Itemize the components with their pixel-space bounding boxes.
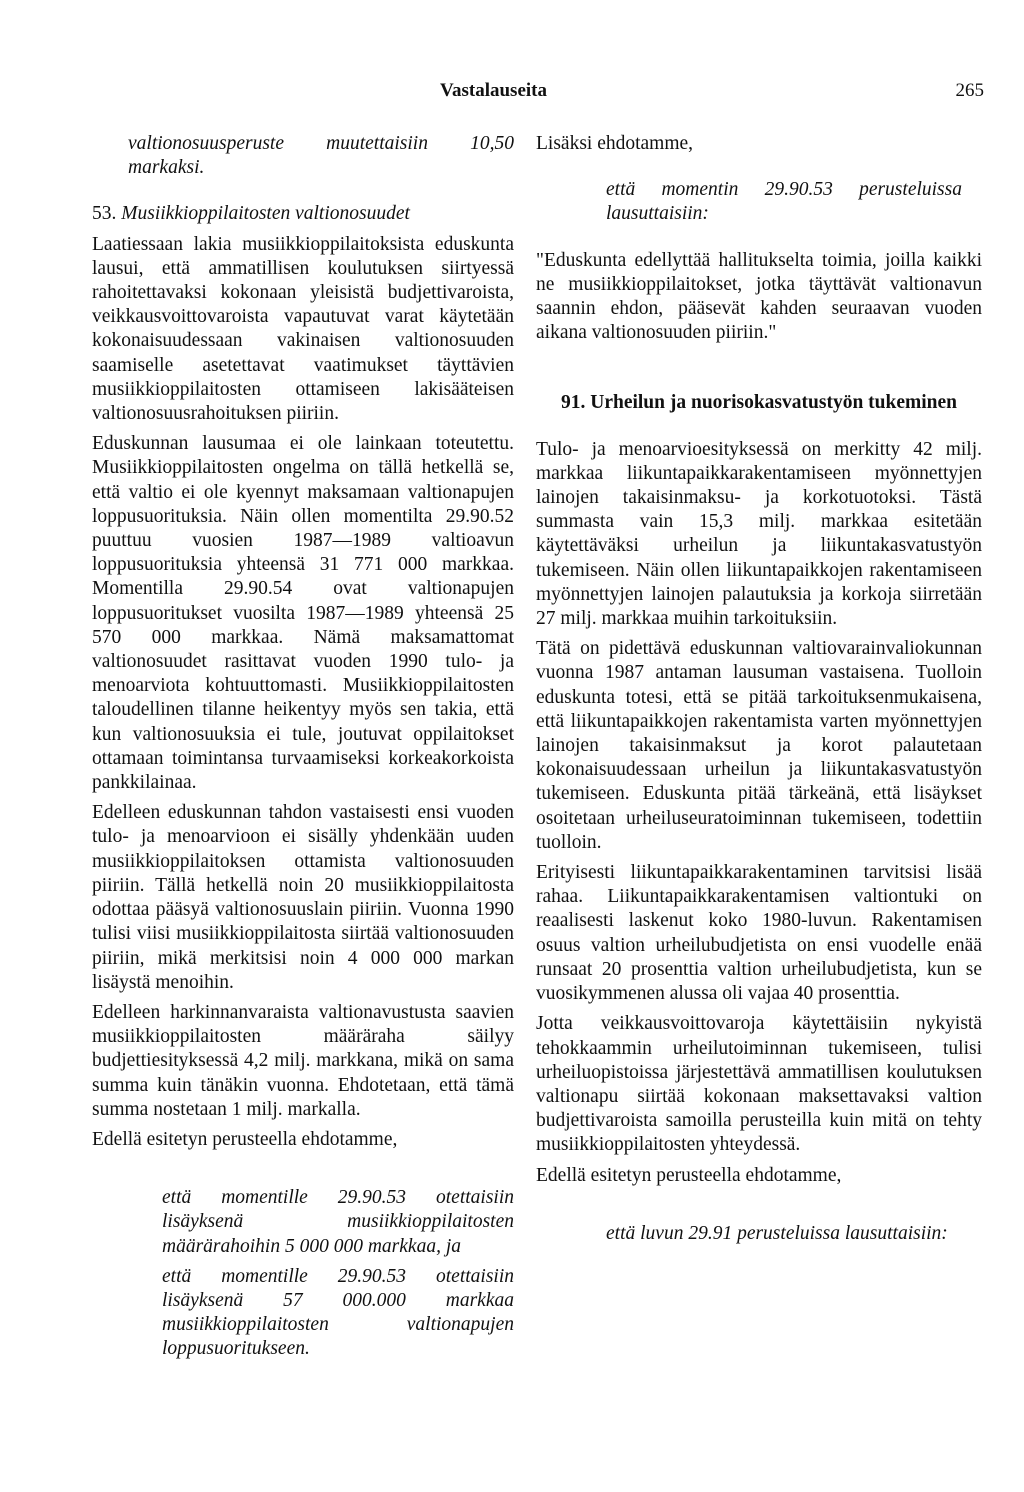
section-heading xyxy=(92,202,514,226)
heading-text: Urheilun ja nuorisokasvatustyön tukeminen xyxy=(590,392,958,414)
right-paragraph-3: Erityisesti liikuntapaikkarakentaminen tarvitsisi lisää rahaa. Liikuntapaikkarakentamisen valtiontuki on reaalisesti laskenut koko 1980-luvun. Rakentamisen osuus valtion urheilubudjetista on ensi vuodelle enää runsaat 20 prosenttia valtion urheilubudjetista, kun se vuosikymmenen alussa oli vajaa 40 prosenttia. xyxy=(536,862,982,1005)
left-column xyxy=(92,132,514,1368)
right-column xyxy=(536,132,982,1252)
left-paragraph-3: Edelleen eduskunnan tahdon vastaisesti ensi vuoden tulo- ja menoarvioon ei sisälly yhdenkään uuden musiikkioppilaitoksen ottamista valtionosuuden piiriin. Tällä hetkellä noin 20 musiikkioppilaitosta odottaa pääsyä valtionosuuslain piiriin. Vuonna 1990 tulisi viisi musiikkioppilaitosta siirtää valtionosuuden piiriin, mikä merkitsisi noin 4 000 000 markan lisäystä menoihin. xyxy=(92,802,514,993)
right-paragraph-1: Tulo- ja menoarvioesityksessä on merkitty 42 milj. markkaa liikuntapaikkarakentamiseen myönnettyjen lainojen takaisinmaksu- ja korkotuotoksi. Tästä summasta vain 15,3 milj. markkaa esitetään käytettäväksi urheilun ja liikuntakasvatustyön tukemiseen. Näin ollen liikuntapaikkojen rakentamiseen myönnettyjen lainojen palautuksia ja korkoja siirretään 27 milj. markkaa muihin tarkoituksiin. xyxy=(536,438,982,630)
section-number: 53. xyxy=(92,203,117,225)
right-paragraph-2: Tätä on pidettävä eduskunnan valtiovarainvaliokunnan vuonna 1987 antaman lausuman vastaisena. Tuolloin eduskunta totesi, että se pitää tarkoituksenmukaisena, että liikuntapaikkojen rakentamista varten myönnettyjen lainojen takaisinmaksut ja korot palautetaan kokonaisuudessaan urheilun ja liikuntakasvatustyön tukemiseen. Eduskunta pitää tärkeänä, että lisäykset osoitetaan urheiluseuratoiminnan tukemiseen, todettiin tuolloin. xyxy=(536,638,982,853)
left-paragraph-2: Eduskunnan lausumaa ei ole lainkaan toteutettu. Musiikkioppilaitosten ongelma on tällä hetkellä se, että valtio ei ole kyennyt maksamaan valtionapujen loppusuorituksia. Näin ollen momentilta 29.90.52 puuttuu vuosien 1987—1989 valtioavun loppusuorituksia yhteensä 31 771 000 markkaa. Momentilla 29.90.54 ovat valtionapujen loppusuoritukset vuosilta 1987—1989 yhteensä 25 570 000 markkaa. Nämä maksamattomat valtionosuudet rasittavat vuoden 1990 tulo- ja menoarviota kohtuuttomasti. Musiikkioppilaitosten taloudellinen tilanne heikentyy myös sen takia, että kun valtionosuuksia ei tule, joutuvat oppilaitokset ottamaan toimintansa turvaamiseksi korkeakorkoista pankkilainaa. xyxy=(92,433,514,794)
left-paragraph-1: Laatiessaan lakia musiikkioppilaitoksista eduskunta lausui, että ammatillisen koulutuksen siirtyessä rahoitettavaksi kokonaan yleisistä budjettivaroista, veikkausvoittovaroista vapautuvat varat käytetään kokonaisuudessaan vakinaisen valtionosuuden saamiselle asetettavat vaatimukset täyttävien musiikkioppilaitosten ottamiseen lakisääteisen valtionosuusrahoituksen piiriin. xyxy=(92,233,514,425)
section-title: Musiikkioppilaitosten valtionosuudet xyxy=(121,203,410,225)
left-proposal-1: että momentille 29.90.53 otettaisiin lisäyksenä musiikkioppilaitosten määrärahoihin 5 000 000 markkaa, ja xyxy=(162,1187,514,1257)
right-paragraph-4: Jotta veikkausvoittovaroja käytettäisiin nykyistä tehokkaammin urheilutoiminnan tukemiseen, tulisi urheiluopistoissa järjestettävä ammatillisen koulutuksen valtionapu siirtää kokonaan maksettavaksi valtion budjettivaroista samoilla perusteilla kuin mitä on tehty musiikkioppilaitosten yhteydessä. xyxy=(536,1013,982,1156)
right-quote: "Eduskunta edellyttää hallitukselta toimia, joilla kaikki ne musiikkioppilaitokset, jotka täyttävät valtionavun saannin ehdon, pääsevät kahden seuraavan vuoden aikana valtionosuuden piiriin." xyxy=(536,249,982,344)
left-paragraph-4: Edelleen harkinnanvaraista valtionavustusta saavien musiikkioppilaitosten määräraha säilyy budjettiesityksessä 4,2 milj. markkana, mikä on sama summa kuin tänäkin vuonna. Ehdotetaan, että tämä summa nostetaan 1 milj. markalla. xyxy=(92,1001,514,1120)
right-proposal-0: että momentin 29.90.53 perusteluissa lausuttaisiin: xyxy=(606,179,962,225)
right-proposal-final: että luvun 29.91 perusteluissa lausuttaisiin: xyxy=(606,1222,948,1244)
section-heading-91 xyxy=(536,391,982,415)
page-number: 265 xyxy=(955,80,984,101)
right-paragraph-5: Edellä esitetyn perusteella ehdotamme, xyxy=(536,1164,842,1186)
right-paragraph-0: Lisäksi ehdotamme, xyxy=(536,133,694,154)
heading-number: 91. xyxy=(560,392,586,414)
intro-italic: valtionosuusperuste muutettaisiin 10,50 markaksi. xyxy=(128,133,514,179)
left-paragraph-5: Edellä esitetyn perusteella ehdotamme, xyxy=(92,1128,398,1150)
running-header-title: Vastalauseita xyxy=(440,80,547,101)
left-proposal-2: että momentille 29.90.53 otettaisiin lisäyksenä 57 000.000 markkaa musiikkioppilaitosten valtionapujen loppusuoritukseen. xyxy=(162,1265,514,1360)
